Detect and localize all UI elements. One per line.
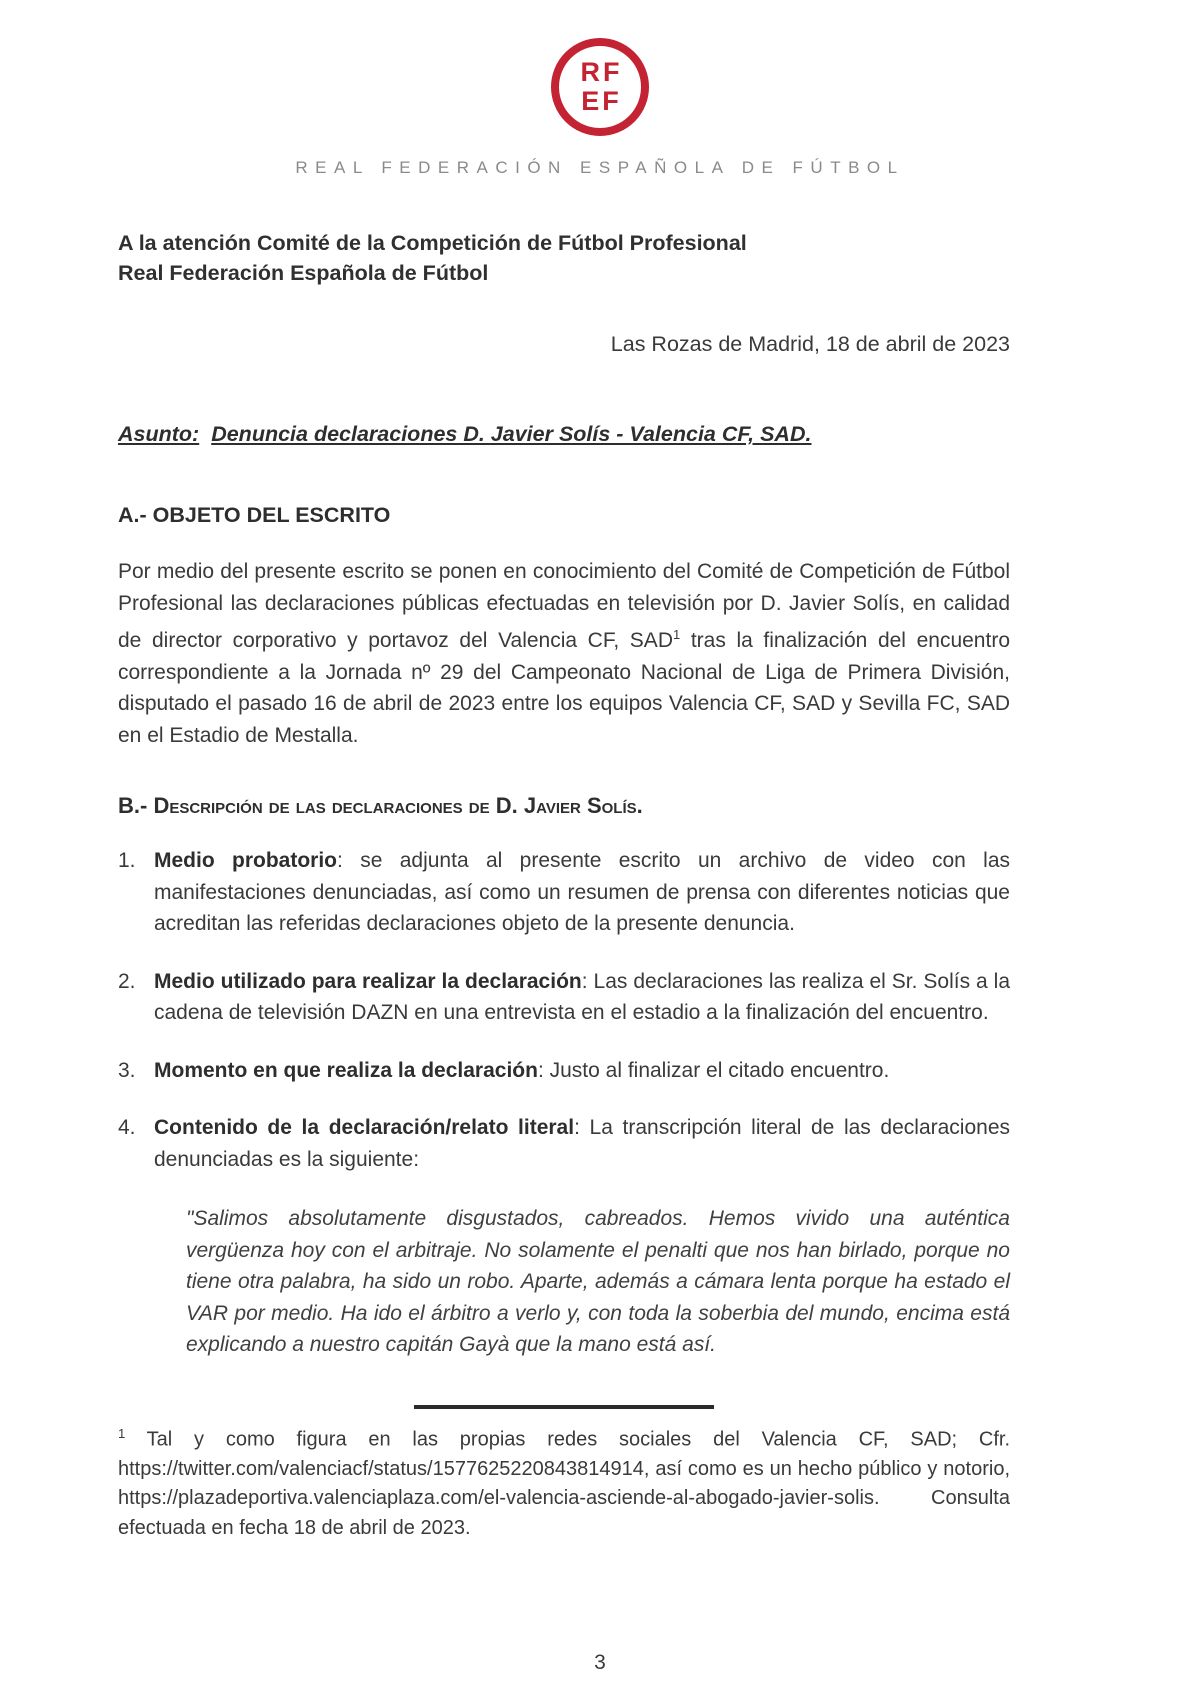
list-item-number: 4. — [118, 1116, 136, 1139]
date-line: Las Rozas de Madrid, 18 de abril de 2023 — [610, 332, 1010, 356]
list-item-rest: : se adjunta al presente escrito un archivo de video con las manifestaciones denunciadas, así como un resumen de prensa con diferentes noticias que acreditan las referidas declaraciones objeto de la presente denuncia. — [154, 849, 1011, 935]
list-item-lead: Medio probatorio — [154, 849, 338, 872]
list-item-lead: Contenido de la declaración/relato literal — [154, 1116, 575, 1139]
letter-body — [118, 228, 1010, 1543]
addressee-line-1: A la atención Comité de la Competición de Fútbol Profesional — [118, 231, 747, 255]
list-item-rest: : Justo al finalizar el citado encuentro. — [537, 1058, 890, 1082]
logo-text-bottom: EF — [581, 86, 622, 116]
footnote-reference-mark: 1 — [672, 627, 681, 642]
section-a-paragraph — [118, 556, 1010, 751]
paragraph-part-1: Por medio del presente escrito se ponen en conocimiento del Comité de Competición de Fútbol Profesional las declaraciones públicas efectuadas en televisión por D. Javier Solís, en calidad de director corporativo y portavoz del Valencia CF, SAD — [118, 560, 1010, 652]
list-item-number: 2. — [118, 969, 136, 993]
footnote-number: 1 — [118, 1425, 126, 1441]
list-item-rest: : Las declaraciones las realiza el Sr. Solís a la cadena de televisión DAZN en una entrevista en el estadio a la finalización del encuentro. — [154, 969, 1011, 1024]
logo-text-top: RF — [580, 57, 623, 87]
list-item-text — [154, 1055, 1010, 1087]
addressee-line-2: Real Federación Española de Fútbol — [118, 261, 489, 285]
declaration-quote: "Salimos absolutamente disgustados, cabreados. Hemos vivido una auténtica vergüenza hoy con el arbitraje. No solamente el penalti que nos han birlado, porque no tiene otra palabra, ha sido un robo. Aparte, además a cámara lenta porque ha estado el VAR por medio. Ha ido el árbitro a verlo y, con toda la soberbia del mundo, encima está explicando a nuestro capitán Gayà que la mano está así. — [186, 1207, 1010, 1356]
subject-text: Denuncia declaraciones D. Javier Solís - Valencia CF, SAD. — [211, 422, 812, 446]
footnote-separator — [414, 1405, 714, 1409]
list-item-text — [154, 845, 1010, 940]
organization-name: REAL FEDERACIÓN ESPAÑOLA DE FÚTBOL — [295, 158, 905, 177]
list-item-rest: : La transcripción literal de las declaraciones denunciadas es la siguiente: — [154, 1116, 1010, 1171]
footnote — [118, 1419, 1010, 1544]
list-item-text — [154, 1112, 1010, 1175]
footnote-text: Tal y como figura en las propias redes sociales del Valencia CF, SAD; Cfr. https://twitter.com/valenciacf/status/1577625220843814914, así como es un hecho público y notorio, https://plazadeportiva.valenciaplaza.com/el-valencia-asciende-al-abogado-javier-solis. Consulta efectuada en fecha 18 de abril de 2023. — [118, 1428, 1010, 1539]
page-number: 3 — [594, 1651, 606, 1674]
list-item-number: 1. — [118, 849, 136, 872]
section-b-heading: B.- Descripción de las declaraciones de D. Javier Solís. — [118, 793, 643, 818]
addressee-block — [118, 228, 1010, 288]
list-item-lead: Medio utilizado para realizar la declaración — [154, 969, 582, 993]
letterhead — [0, 0, 1200, 178]
list-item-lead: Momento en que realiza la declaración — [154, 1058, 538, 1082]
subject-label: Asunto: — [118, 422, 200, 446]
list-item — [118, 1112, 1010, 1175]
list-item — [118, 1055, 1010, 1087]
list-item-number: 3. — [118, 1058, 136, 1082]
subject-line — [118, 422, 1010, 447]
section-a-heading: A.- OBJETO DEL ESCRITO — [118, 503, 391, 527]
numbered-list — [118, 845, 1010, 1175]
list-item — [118, 966, 1010, 1029]
list-item-text — [154, 966, 1010, 1029]
paragraph-part-2: tras la finalización del encuentro correspondiente a la Jornada nº 29 del Campeonato Nacional de Liga de Primera División, disputado el pasado 16 de abril de 2023 entre los equipos Valencia CF, SAD y Sevilla FC, SAD en el Estadio de Mestalla. — [118, 629, 1010, 747]
list-item — [118, 845, 1010, 940]
rfef-logo-icon — [551, 38, 649, 136]
